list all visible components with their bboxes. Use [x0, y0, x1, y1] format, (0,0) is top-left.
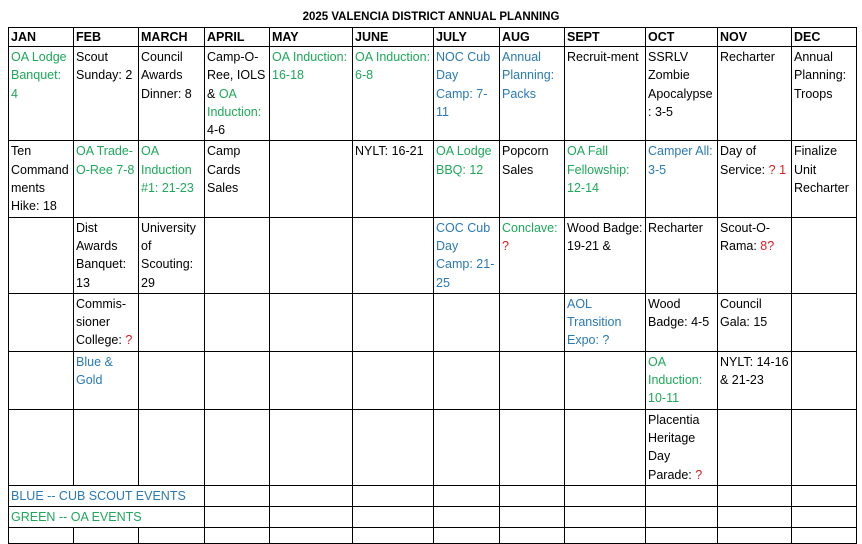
- event-text: NYLT: 14-16 & 21-23: [720, 354, 789, 388]
- event-cell: [718, 293, 792, 351]
- table-row: [9, 351, 857, 409]
- month-header: JAN: [9, 28, 74, 47]
- event-text: OA Induction:: [207, 86, 262, 119]
- event-cell: [9, 217, 74, 293]
- event-text: Recharter: [648, 220, 703, 235]
- event-text: NYLT: 16-21: [355, 144, 424, 159]
- month-header: MARCH: [139, 28, 205, 47]
- event-cell: [792, 293, 857, 351]
- event-text: Commis-sioner College:: [76, 296, 126, 348]
- event-cell: [74, 351, 139, 409]
- table-row: [9, 141, 857, 217]
- event-text: Conclave:: [502, 220, 558, 235]
- empty-cell: [718, 485, 792, 506]
- table-row: [9, 409, 857, 485]
- event-cell: [205, 351, 270, 409]
- empty-cell: [718, 507, 792, 528]
- event-cell: [205, 141, 270, 217]
- event-text: OA Induction: 6-8: [355, 50, 431, 83]
- event-cell: [9, 409, 74, 485]
- month-header: JULY: [434, 28, 500, 47]
- event-text: Camp Cards Sales: [207, 144, 241, 196]
- event-text: Recruit-ment: [567, 50, 639, 64]
- event-cell: [205, 217, 270, 293]
- event-cell: [718, 47, 792, 141]
- event-cell: [565, 351, 646, 409]
- empty-cell: [74, 528, 139, 544]
- month-header: AUG: [500, 28, 565, 47]
- event-cell: [718, 409, 792, 485]
- event-cell: [74, 409, 139, 485]
- event-text: 8?: [760, 238, 775, 253]
- empty-cell: [434, 485, 500, 506]
- month-header: JUNE: [353, 28, 434, 47]
- table-row: [9, 293, 857, 351]
- event-text: OA Fall Fellowship: 12-14: [567, 144, 630, 196]
- event-text: OA Trade-O-Ree 7-8: [76, 144, 135, 177]
- event-text: Wood Badge: 19-21 &: [567, 220, 643, 253]
- empty-cell: [646, 485, 718, 506]
- event-cell: [500, 217, 565, 293]
- empty-cell: [565, 528, 646, 544]
- empty-cell: [646, 507, 718, 528]
- event-cell: [74, 217, 139, 293]
- event-text: Placentia Heritage Day Parade:: [648, 412, 700, 482]
- event-cell: [718, 217, 792, 293]
- event-cell: [9, 293, 74, 351]
- event-text: Scout-O-Rama:: [720, 220, 771, 253]
- empty-cell: [434, 528, 500, 544]
- event-cell: [353, 141, 434, 217]
- event-cell: [353, 47, 434, 141]
- event-cell: [270, 47, 353, 141]
- event-cell: [9, 141, 74, 217]
- event-cell: [500, 47, 565, 141]
- event-cell: [205, 409, 270, 485]
- empty-cell: [500, 528, 565, 544]
- event-cell: [139, 409, 205, 485]
- event-text: Annual Planning: Packs: [502, 50, 555, 101]
- event-text: Ten Commandments Hike: 18: [11, 144, 69, 214]
- event-cell: [792, 351, 857, 409]
- empty-cell: [565, 507, 646, 528]
- empty-cell: [205, 507, 270, 528]
- event-cell: [792, 409, 857, 485]
- event-cell: [74, 47, 139, 141]
- empty-cell: [500, 507, 565, 528]
- event-text: OA Lodge BBQ: 12: [436, 144, 492, 177]
- planning-table: [8, 27, 857, 544]
- table-row: [9, 528, 857, 544]
- event-text: OA Induction #1: 21-23: [141, 144, 194, 196]
- empty-cell: [434, 507, 500, 528]
- event-text: Blue & Gold: [76, 354, 113, 388]
- event-cell: [205, 293, 270, 351]
- event-cell: [718, 351, 792, 409]
- event-cell: [9, 47, 74, 141]
- legend-text: GREEN -- OA EVENTS: [11, 510, 142, 525]
- event-text: Finalize Unit Recharter: [794, 144, 849, 196]
- event-cell: [565, 47, 646, 141]
- empty-cell: [270, 528, 353, 544]
- event-cell: [270, 217, 353, 293]
- event-text: Day of Service:: [720, 144, 769, 177]
- table-row: [9, 47, 857, 141]
- event-cell: [646, 141, 718, 217]
- event-text: ?: [502, 238, 509, 253]
- empty-cell: [500, 485, 565, 506]
- empty-cell: [205, 528, 270, 544]
- event-cell: [205, 47, 270, 141]
- event-cell: [139, 293, 205, 351]
- event-cell: [792, 141, 857, 217]
- empty-cell: [139, 528, 205, 544]
- event-cell: [646, 409, 718, 485]
- event-cell: [270, 351, 353, 409]
- event-cell: [434, 351, 500, 409]
- event-text: University of Scouting: 29: [141, 220, 196, 290]
- month-header-row: [9, 28, 857, 47]
- event-cell: [139, 217, 205, 293]
- event-text: Wood Badge: 4-5: [648, 296, 710, 330]
- event-text: Annual Planning: Troops: [794, 50, 847, 101]
- event-cell: [9, 351, 74, 409]
- event-cell: [646, 293, 718, 351]
- event-cell: [139, 141, 205, 217]
- event-text: Council Gala: 15: [720, 296, 768, 330]
- empty-cell: [353, 528, 434, 544]
- event-text: Recharter: [720, 50, 775, 64]
- empty-cell: [270, 507, 353, 528]
- event-cell: [353, 409, 434, 485]
- event-text: ? 1: [768, 162, 787, 177]
- table-row: [9, 217, 857, 293]
- legend-label: [9, 485, 205, 506]
- event-cell: [565, 409, 646, 485]
- legend-label: [9, 507, 205, 528]
- event-text: ?: [125, 333, 133, 348]
- legend-row: [9, 485, 857, 506]
- empty-cell: [792, 485, 857, 506]
- empty-cell: [792, 528, 857, 544]
- event-cell: [500, 351, 565, 409]
- event-cell: [353, 217, 434, 293]
- event-cell: [139, 351, 205, 409]
- month-header: NOV: [718, 28, 792, 47]
- event-cell: [500, 141, 565, 217]
- event-text: AOL Transition Expo: ?: [567, 296, 622, 348]
- event-text: OA Induction: 16-18: [272, 50, 348, 83]
- event-cell: [74, 293, 139, 351]
- empty-cell: [270, 485, 353, 506]
- event-cell: [434, 409, 500, 485]
- event-text: OA Lodge Banquet: 4: [11, 50, 67, 101]
- event-text: OA Induction: 10-11: [648, 354, 703, 406]
- event-text: NOC Cub Day Camp: 7-11: [436, 50, 491, 119]
- empty-cell: [792, 507, 857, 528]
- event-text: 4-6: [207, 123, 226, 138]
- event-cell: [139, 47, 205, 141]
- month-header: APRIL: [205, 28, 270, 47]
- empty-cell: [646, 528, 718, 544]
- event-cell: [565, 217, 646, 293]
- event-cell: [646, 217, 718, 293]
- month-header: OCT: [646, 28, 718, 47]
- legend-row: [9, 507, 857, 528]
- event-cell: [270, 293, 353, 351]
- event-cell: [434, 47, 500, 141]
- event-cell: [646, 351, 718, 409]
- event-cell: [353, 351, 434, 409]
- event-cell: [434, 293, 500, 351]
- event-cell: [270, 141, 353, 217]
- event-cell: [500, 293, 565, 351]
- month-header: DEC: [792, 28, 857, 47]
- legend-text: BLUE -- CUB SCOUT EVENTS: [11, 488, 186, 503]
- empty-cell: [9, 528, 74, 544]
- event-text: COC Cub Day Camp: 21-25: [436, 220, 495, 290]
- empty-cell: [718, 528, 792, 544]
- empty-cell: [353, 507, 434, 528]
- event-cell: [270, 409, 353, 485]
- event-cell: [565, 293, 646, 351]
- event-cell: [565, 141, 646, 217]
- event-text: Popcorn Sales: [502, 144, 549, 177]
- event-text: Scout Sunday: 2: [76, 50, 133, 83]
- event-cell: [434, 141, 500, 217]
- event-text: ?: [695, 467, 703, 482]
- event-cell: [500, 409, 565, 485]
- empty-cell: [205, 485, 270, 506]
- event-text: Camper All: 3-5: [648, 144, 713, 177]
- event-cell: [718, 141, 792, 217]
- event-cell: [646, 47, 718, 141]
- month-header: SEPT: [565, 28, 646, 47]
- page-title: 2025 VALENCIA DISTRICT ANNUAL PLANNING: [302, 11, 560, 23]
- event-cell: [353, 293, 434, 351]
- event-cell: [792, 47, 857, 141]
- event-cell: [74, 141, 139, 217]
- event-text: Camp-O-Ree, IOLS &: [207, 50, 266, 101]
- month-header: FEB: [74, 28, 139, 47]
- month-header: MAY: [270, 28, 353, 47]
- event-text: Council Awards Dinner: 8: [141, 50, 192, 101]
- event-cell: [434, 217, 500, 293]
- event-cell: [792, 217, 857, 293]
- event-text: SSRLV Zombie Apocalypse: 3-5: [648, 50, 713, 119]
- empty-cell: [565, 485, 646, 506]
- empty-cell: [353, 485, 434, 506]
- event-text: Dist Awards Banquet: 13: [76, 220, 127, 290]
